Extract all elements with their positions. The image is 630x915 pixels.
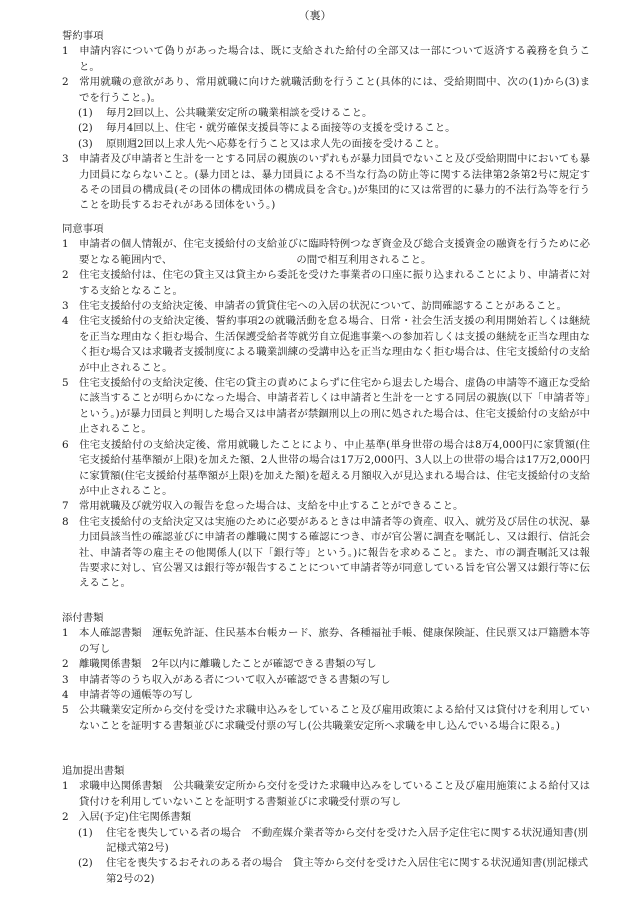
item-text: 求職申込関係書類 公共職業安定所から交付を受けた求職申込みをしていること及び雇用施策による給付又は貸付けを利用していないことを証明する書類並びに求職受付票の写し — [79, 780, 590, 808]
attachments-section — [62, 611, 590, 734]
item-number: 4 — [62, 689, 69, 702]
item-number: 7 — [62, 500, 69, 513]
additional-item-2-sub-1 — [62, 826, 590, 857]
item-number: 1 — [62, 627, 69, 640]
consent-item-6 — [62, 438, 590, 500]
item-number: 1 — [62, 45, 69, 58]
consent-item-8 — [62, 515, 590, 592]
additional-section — [62, 764, 590, 887]
item-number: 5 — [62, 377, 69, 390]
item-text: 住宅支援給付の支給決定後、常用就職したことにより、中止基準(単身世帯の場合は8万4,000円に家賃額(住宅支援給付基準額が上限)を加えた額、2人世帯の場合は17万2,000円、3人以上の世帯の場合は17万2,000円に家賃額(住宅支援給付基準額が上限)を加えた額)を超える月額収入が見込まれる場合は、住宅支援給付の支給が中止されること。 — [79, 438, 590, 497]
pledge-section — [62, 29, 590, 214]
additional-item-2-sub-2 — [62, 856, 590, 887]
attachment-item-5 — [62, 703, 590, 734]
sub-number: (3) — [78, 137, 93, 150]
sub-number: (2) — [78, 857, 93, 870]
item-text: 申請者等の通帳等の写し — [79, 689, 194, 702]
item-text: 離職関係書類 2年以内に離職したことが確認できる書類の写し — [79, 658, 377, 671]
item-number: 4 — [62, 315, 69, 328]
item-text: 入居(予定)住宅関係書類 — [79, 811, 192, 824]
attachments-heading: 添付書類 — [62, 612, 104, 624]
consent-item-4 — [62, 314, 590, 376]
item-text: 住宅支援給付は、住宅の貸主又は貸主から委託を受けた事業者の口座に振り込まれることにより、申請者に対する支給となること。 — [79, 269, 590, 297]
additional-item-2 — [62, 810, 590, 825]
consent-item-3 — [62, 299, 590, 314]
item-number: 2 — [62, 658, 69, 671]
consent-item-5 — [62, 376, 590, 438]
additional-item-1 — [62, 779, 590, 810]
additional-heading: 追加提出書類 — [62, 765, 125, 777]
attachment-item-2 — [62, 657, 590, 672]
pledge-item-1 — [62, 44, 590, 75]
item-number: 2 — [62, 269, 69, 282]
pledge-item-2-sub-1 — [62, 106, 590, 121]
sub-text: 毎月4回以上、住宅・就労確保支援員等による面接等の支援を受けること。 — [106, 122, 456, 135]
attachment-item-4 — [62, 688, 590, 703]
item-text: 常用就職及び就労収入の報告を怠った場合は、支給を中止することができること。 — [79, 500, 464, 513]
item-number: 3 — [62, 673, 69, 686]
consent-heading: 同意事項 — [62, 223, 104, 235]
item-text: 常用就職の意欲があり、常用就職に向けた就職活動を行うこと(具体的には、受給期間中、次の(1)から(3)までを行うこと。)。 — [79, 76, 590, 104]
item-number: 2 — [62, 811, 69, 824]
sub-text: 毎月2回以上、公共職業安定所の職業相談を受けること。 — [106, 107, 373, 120]
item-text: 申請者の個人情報が、住宅支援給付の支給並びに臨時特例つなぎ資金及び総合支援資金の融資を行うために必要となる範囲内で、 — [79, 238, 590, 266]
item-number: 2 — [62, 76, 69, 89]
pledge-heading: 誓約事項 — [62, 30, 104, 42]
sub-number: (1) — [78, 826, 93, 839]
item-number: 3 — [62, 300, 69, 313]
pledge-item-2 — [62, 75, 590, 106]
item-text: 申請者等のうち収入がある者について収入が確認できる書類の写し — [79, 673, 391, 686]
item-text: 本人確認書類 運転免許証、住民基本台帳カード、旅券、各種福祉手帳、健康保険証、住民票又は戸籍謄本等の写し — [79, 627, 590, 655]
item-text: 申請内容について偽りがあった場合は、既に支給された給付の全部又は一部について返済する義務を負うこと。 — [79, 45, 590, 73]
page-side-label: （裏） — [298, 9, 332, 22]
item-text: 住宅支援給付の支給決定後、誓約事項2の就職活動を怠る場合、日常・社会生活支援の利用開始若しくは継続を正当な理由なく拒む場合、生活保護受給者等就労自立促進事業への参加若しくは支援の継続を正当な理由なく拒む場合又は求職者支援制度による職業訓練の受講申込を正当な理由なく拒む場合は、住宅支援給付の支給が中止されること。 — [79, 315, 590, 374]
sub-text: 原則週2回以上求人先へ応募を行うこと又は求人先の面接を受けること。 — [106, 137, 446, 150]
item-text-continued: の間で相互利用されること。 — [296, 253, 432, 266]
item-number: 5 — [62, 704, 69, 717]
item-number: 1 — [62, 238, 69, 251]
sub-number: (2) — [78, 122, 93, 135]
item-text: 公共職業安定所から交付を受けた求職申込みをしていること及び雇用政策による給付又は貸付けを利用していないことを証明する書類並びに求職受付票の写し(公共職業安定所へ求職を申し込んでいる場合に限る。) — [79, 704, 590, 732]
item-text: 住宅支援給付の支給決定後、住宅の貸主の責めによらずに住宅から退去した場合、虚偽の申請等不適正な受給に該当することが明らかになった場合、申請者若しくは申請者と生計を一とする同居の親族(以下「申請者等」という。)が暴力団員と判明した場合又は申請者が禁錮刑以上の刑に処された場合は、住宅支援給付の支給が中止されること。 — [79, 377, 590, 436]
attachment-item-3 — [62, 673, 590, 688]
item-text: 申請者及び申請者と生計を一とする同居の親族のいずれもが暴力団員でないこと及び受給期間中においても暴力団員にならないこと。(暴力団とは、暴力団員による不当な行為の防止等に関する法律第2条第2号に規定するその団員の構成員(その団体の構成団体の構成員を含む。)が集団的に又は常習的に暴力的不法行為等を行うことを助長するおそれがある団体をいう。) — [79, 153, 590, 212]
item-number: 8 — [62, 515, 69, 528]
item-text: 住宅支援給付の支給決定後、申請者の賃貸住宅への入居の状況について、訪問確認することがあること。 — [79, 300, 567, 313]
consent-item-1 — [62, 237, 590, 268]
sub-number: (1) — [78, 107, 93, 120]
item-text: 住宅支援給付の支給決定又は実施のために必要があるときは申請者等の資産、収入、就労及び居住の状況、暴力団員該当性の確認並びに申請者の離職に関する確認につき、市が官公署に調査を嘱託し、又は銀行、信託会社、申請者等の雇主その他関係人(以下「銀行等」という。)に報告を求めること。また、市の調査嘱託又は報告要求に対し、官公署又は銀行等が報告することについて申請者等が同意している旨を官公署又は銀行等に伝えること。 — [79, 515, 590, 590]
pledge-item-2-sub-3 — [62, 137, 590, 152]
sub-text: 住宅を喪失している者の場合 不動産媒介業者等から交付を受けた入居予定住宅に関する状況通知書(別記様式第2号) — [106, 826, 589, 855]
consent-section — [62, 222, 590, 592]
item-number: 3 — [62, 153, 69, 166]
item-number: 6 — [62, 438, 69, 451]
pledge-item-3 — [62, 152, 590, 214]
consent-item-7 — [62, 499, 590, 514]
item-number: 1 — [62, 780, 69, 793]
consent-item-2 — [62, 268, 590, 299]
attachment-item-1 — [62, 626, 590, 657]
sub-text: 住宅を喪失するおそれのある者の場合 貸主等から交付を受けた入居住宅に関する状況通知書(別記様式第2号の2) — [106, 857, 589, 885]
pledge-item-2-sub-2 — [62, 121, 590, 136]
